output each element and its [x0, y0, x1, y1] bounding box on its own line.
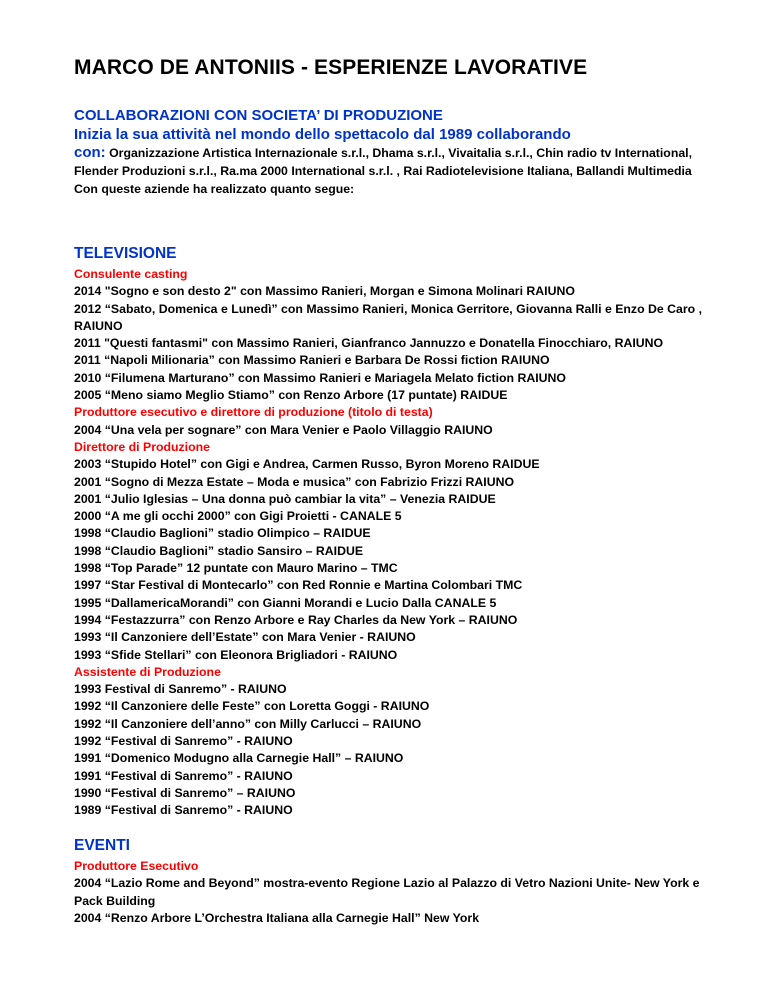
list-item: 2003 “Stupido Hotel” con Gigi e Andrea, Carmen Russo, Byron Moreno RAIDUE — [74, 457, 540, 472]
section-title-eventi: EVENTI — [74, 837, 130, 854]
list-item: 2004 “Lazio Rome and Beyond” mostra-evento Regione Lazio al Palazzo di Vetro Nazioni Unite- New York e Pack Building — [74, 876, 700, 908]
list-item: 1993 “Il Canzoniere dell’Estate” con Mara Venier - RAIUNO — [74, 630, 416, 645]
list-item: 2005 “Meno siamo Meglio Stiamo” con Renzo Arbore (17 puntate) RAIDUE — [74, 388, 508, 403]
list-item: 2011 “Napoli Milionaria” con Massimo Ranieri e Barbara De Rossi fiction RAIUNO — [74, 353, 550, 368]
intro-companies-paragraph — [74, 144, 714, 180]
list-item: 1998 “Top Parade” 12 puntate con Mauro Marino – TMC — [74, 561, 398, 576]
list-produttore — [74, 422, 714, 439]
list-item: 2001 “Sogno di Mezza Estate – Moda e musica” con Fabrizio Frizzi RAIUNO — [74, 474, 515, 489]
role-produttore-esecutivo-eventi: Produttore Esecutivo — [74, 859, 199, 873]
list-item: 2004 “Renzo Arbore L’Orchestra Italiana alla Carnegie Hall” New York — [74, 910, 480, 925]
section-eventi — [74, 836, 714, 927]
document-title: MARCO DE ANTONIIS - ESPERIENZE LAVORATIVE — [74, 56, 588, 79]
role-produttore-esecutivo: Produttore esecutivo e direttore di produzione (titolo di testa) — [74, 405, 433, 420]
list-item: 1997 “Star Festival di Montecarlo” con Red Ronnie e Martina Colombari TMC — [74, 578, 523, 593]
list-eventi — [74, 875, 714, 927]
list-item: 2004 “Una vela per sognare” con Mara Venier e Paolo Villaggio RAIUNO — [74, 422, 493, 437]
list-item: 2001 “Julio Iglesias – Una donna può cambiar la vita” – Venezia RAIDUE — [74, 491, 496, 506]
list-item: 1993 “Sfide Stellari” con Eleonora Brigliadori - RAIUNO — [74, 647, 398, 662]
intro-closing: Con queste aziende ha realizzato quanto segue: — [74, 182, 355, 196]
list-item: 2011 "Questi fantasmi" con Massimo Ranieri, Gianfranco Jannuzzo e Donatella Finocchiaro, RAIUNO — [74, 336, 664, 351]
role-assistente-produzione: Assistente di Produzione — [74, 664, 221, 679]
list-item: 1989 “Festival di Sanremo” - RAIUNO — [74, 803, 293, 818]
intro-companies: Organizzazione Artistica Internazionale s.r.l., Dhama s.r.l., Vivaitalia s.r.l., Chin radio tv International, Flender Produzioni s.r.l., Ra.ma 2000 International s.r.l. , Rai Radiotelevisione Italiana, Ballandi Multimedia — [74, 146, 693, 178]
list-item: 1998 “Claudio Baglioni” stadio Sansiro – RAIDUE — [74, 543, 364, 558]
list-item: 1998 “Claudio Baglioni” stadio Olimpico – RAIDUE — [74, 526, 371, 541]
section-title-televisione: TELEVISIONE — [74, 245, 177, 262]
list-casting — [74, 283, 714, 404]
list-item: 2000 “A me gli occhi 2000” con Gigi Proietti - CANALE 5 — [74, 509, 402, 524]
intro-heading: COLLABORAZIONI CON SOCIETA’ DI PRODUZIONE — [74, 107, 443, 124]
list-assistente — [74, 681, 714, 819]
list-item: 1995 “DallamericaMorandi” con Gianni Morandi e Lucio Dalla CANALE 5 — [74, 595, 497, 610]
list-direttore — [74, 456, 714, 664]
list-item: 2012 “Sabato, Domenica e Lunedì” con Massimo Ranieri, Monica Gerritore, Giovanna Ralli e Enzo De Caro , RAIUNO — [74, 301, 702, 333]
list-item: 1994 “Festazzurra” con Renzo Arbore e Ray Charles da New York – RAIUNO — [74, 612, 518, 627]
list-item: 1992 “Il Canzoniere dell’anno” con Milly Carlucci – RAIUNO — [74, 716, 422, 731]
intro-line: Inizia la sua attività nel mondo dello spettacolo dal 1989 collaborando — [74, 126, 571, 143]
section-televisione — [74, 244, 714, 820]
list-item: 1992 “Festival di Sanremo” - RAIUNO — [74, 734, 293, 749]
list-item: 1993 Festival di Sanremo” - RAIUNO — [74, 682, 287, 697]
role-consulente-casting: Consulente casting — [74, 267, 188, 281]
list-item: 1991 “Festival di Sanremo” - RAIUNO — [74, 768, 293, 783]
role-direttore-produzione: Direttore di Produzione — [74, 439, 210, 454]
list-item: 2010 “Filumena Marturano” con Massimo Ranieri e Mariagela Melato fiction RAIUNO — [74, 370, 566, 385]
list-item: 1990 “Festival di Sanremo” – RAIUNO — [74, 785, 296, 800]
list-item: 1992 “Il Canzoniere delle Feste” con Loretta Goggi - RAIUNO — [74, 699, 430, 714]
intro-con: con: — [74, 144, 106, 161]
list-item: 1991 “Domenico Modugno alla Carnegie Hall” – RAIUNO — [74, 751, 404, 766]
list-item: 2014 "Sogno e son desto 2" con Massimo Ranieri, Morgan e Simona Molinari RAIUNO — [74, 284, 575, 299]
intro-block — [74, 106, 714, 198]
